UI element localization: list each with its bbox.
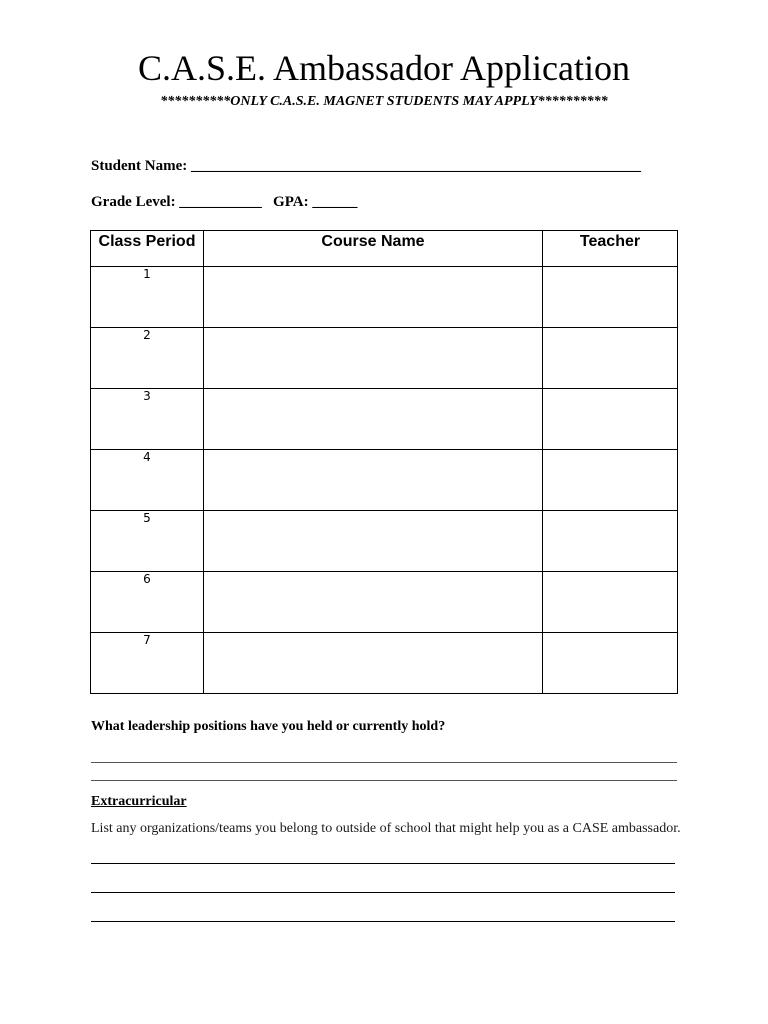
course-name-cell[interactable]: [204, 511, 543, 572]
table-row: [91, 267, 678, 328]
leadership-question: What leadership positions have you held or currently hold?: [91, 719, 446, 734]
teacher-cell[interactable]: [543, 389, 678, 450]
leadership-answer-line[interactable]: [91, 762, 677, 763]
document-title: C.A.S.E. Ambassador Application: [138, 48, 630, 88]
student-name-field[interactable]: Student Name: ____________________________________________________________: [91, 158, 641, 174]
teacher-cell[interactable]: [543, 328, 678, 389]
table-row: [91, 572, 678, 633]
teacher-cell[interactable]: [543, 450, 678, 511]
period-number: 6: [91, 572, 204, 633]
course-name-cell[interactable]: [204, 633, 543, 694]
table-row: [91, 450, 678, 511]
teacher-cell[interactable]: [543, 511, 678, 572]
course-name-cell[interactable]: [204, 450, 543, 511]
teacher-cell[interactable]: [543, 572, 678, 633]
teacher-cell[interactable]: [543, 267, 678, 328]
period-number: 2: [91, 328, 204, 389]
table-header-row: [91, 231, 678, 267]
table-row: [91, 328, 678, 389]
header-class-period: Class Period: [91, 231, 204, 267]
header-teacher: Teacher: [543, 231, 678, 267]
extracurricular-answer-line[interactable]: [91, 863, 675, 864]
header-course-name: Course Name: [204, 231, 543, 267]
table-row: [91, 633, 678, 694]
course-name-cell[interactable]: [204, 267, 543, 328]
course-name-cell[interactable]: [204, 389, 543, 450]
period-number: 1: [91, 267, 204, 328]
extracurricular-answer-line[interactable]: [91, 892, 675, 893]
table-row: [91, 389, 678, 450]
course-name-cell[interactable]: [204, 572, 543, 633]
period-number: 5: [91, 511, 204, 572]
course-name-cell[interactable]: [204, 328, 543, 389]
extracurricular-heading: Extracurricular: [91, 794, 187, 809]
period-number: 4: [91, 450, 204, 511]
period-number: 3: [91, 389, 204, 450]
period-number: 7: [91, 633, 204, 694]
grade-gpa-field[interactable]: Grade Level: ___________ GPA: ______: [91, 194, 358, 210]
table-row: [91, 511, 678, 572]
teacher-cell[interactable]: [543, 633, 678, 694]
leadership-answer-line[interactable]: [91, 780, 677, 781]
extracurricular-answer-line[interactable]: [91, 921, 675, 922]
eligibility-note: **********ONLY C.A.S.E. MAGNET STUDENTS MAY APPLY**********: [160, 94, 608, 109]
extracurricular-instruction: List any organizations/teams you belong to outside of school that might help you as a CASE ambassador.: [91, 821, 681, 836]
course-schedule-table: [90, 230, 678, 694]
